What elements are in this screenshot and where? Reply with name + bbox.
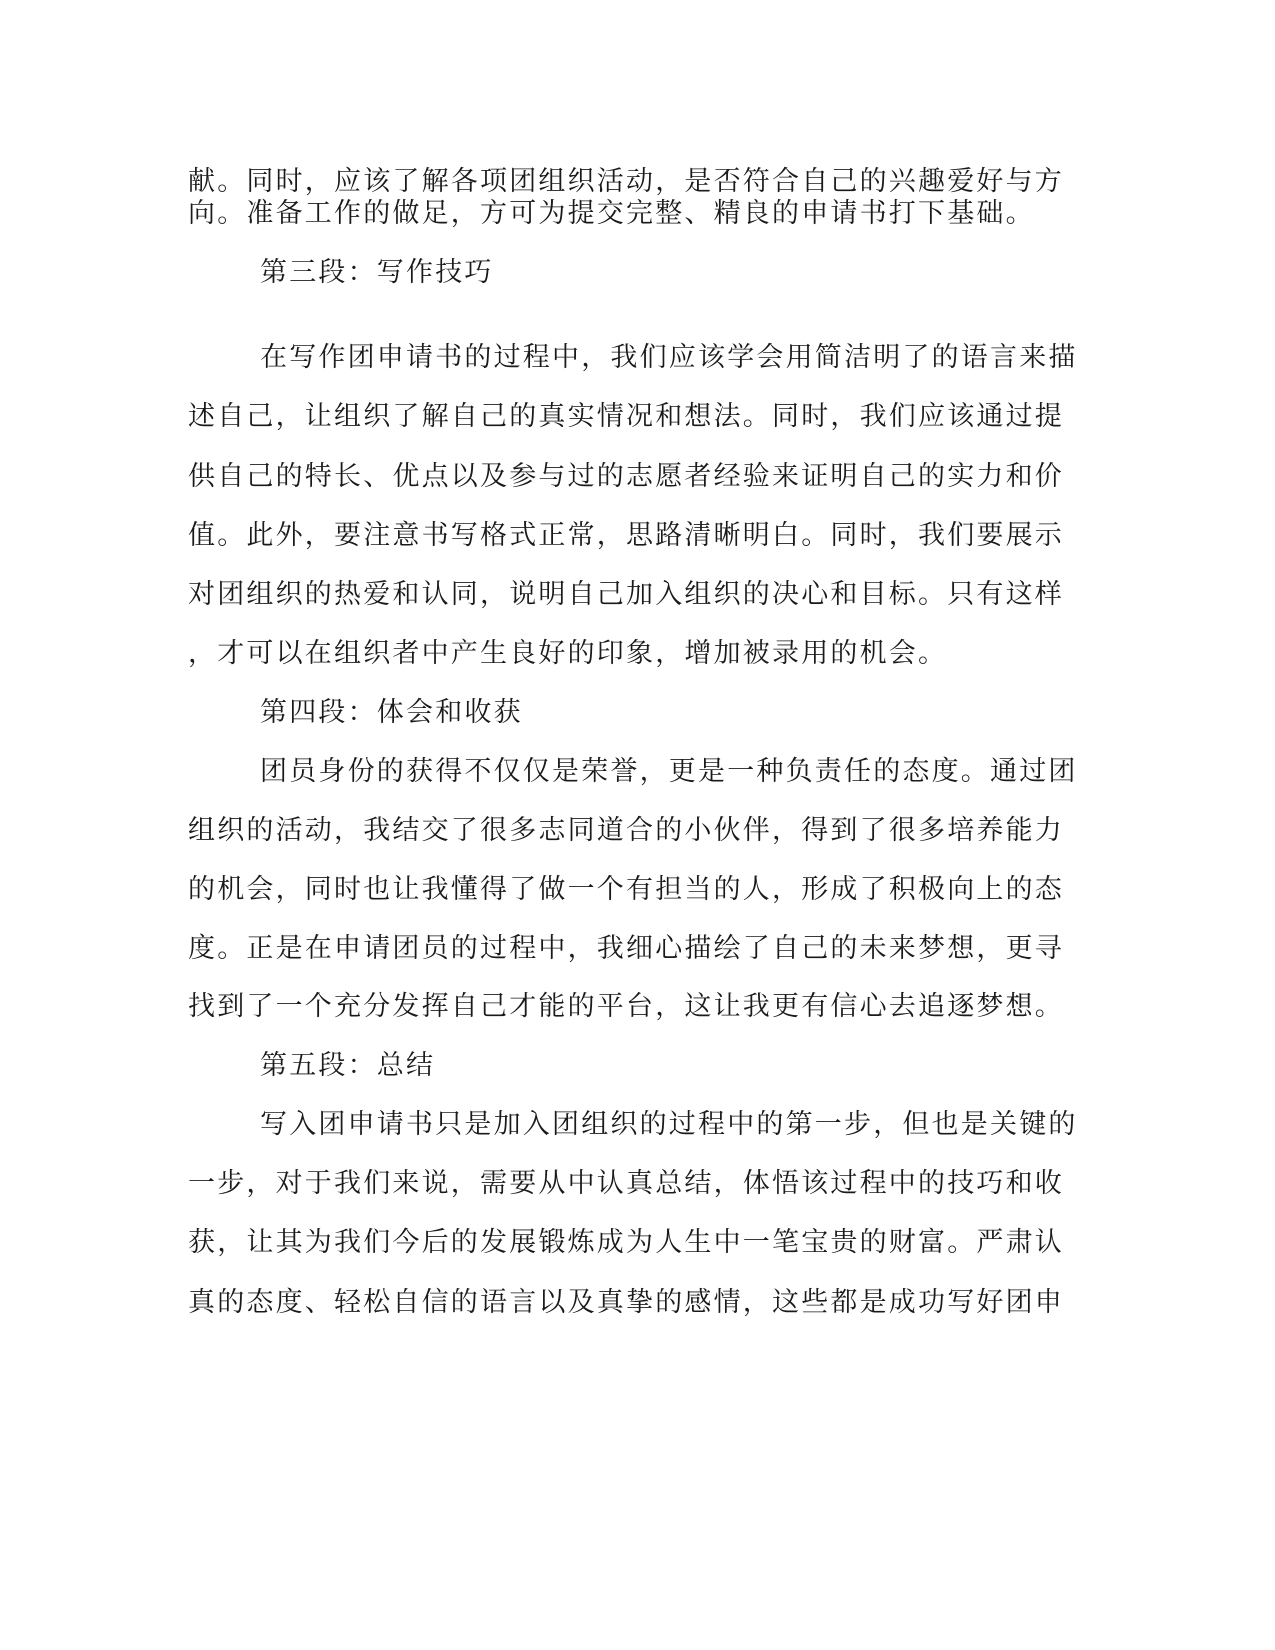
paragraph-line: 在写作团申请书的过程中，我们应该学会用简洁明了的语言来描 xyxy=(260,342,1078,373)
paragraph-line: 真的态度、轻松自信的语言以及真挚的感情，这些都是成功写好团申 xyxy=(188,1287,1064,1318)
section-heading: 第五段：总结 xyxy=(260,1050,436,1081)
paragraph-line: 一步，对于我们来说，需要从中认真总结，体悟该过程中的技巧和收 xyxy=(188,1168,1064,1199)
paragraph-line: 写入团申请书只是加入团组织的过程中的第一步，但也是关键的 xyxy=(260,1109,1078,1140)
paragraph-line: 的机会，同时也让我懂得了做一个有担当的人，形成了积极向上的态 xyxy=(188,874,1064,905)
paragraph-line: 度。正是在申请团员的过程中，我细心描绘了自己的未来梦想，更寻 xyxy=(188,933,1064,964)
paragraph-line: ，才可以在组织者中产生良好的印象，增加被录用的机会。 xyxy=(188,638,948,669)
paragraph-line: 值。此外，要注意书写格式正常，思路清晰明白。同时，我们要展示 xyxy=(188,520,1064,551)
paragraph-line: 供自己的特长、优点以及参与过的志愿者经验来证明自己的实力和价 xyxy=(188,461,1064,492)
paragraph-line: 向。准备工作的做足，方可为提交完整、精良的申请书打下基础。 xyxy=(188,198,1035,229)
section-heading: 第三段：写作技巧 xyxy=(260,257,494,288)
paragraph-line: 获，让其为我们今后的发展锻炼成为人生中一笔宝贵的财富。严肃认 xyxy=(188,1227,1064,1258)
section-heading: 第四段：体会和收获 xyxy=(260,697,523,728)
paragraph-line: 找到了一个充分发挥自己才能的平台，这让我更有信心去追逐梦想。 xyxy=(188,991,1064,1022)
paragraph-line: 组织的活动，我结交了很多志同道合的小伙伴，得到了很多培养能力 xyxy=(188,815,1064,846)
paragraph-line: 献。同时，应该了解各项团组织活动，是否符合自己的兴趣爱好与方 xyxy=(188,166,1064,197)
paragraph-line: 述自己，让组织了解自己的真实情况和想法。同时，我们应该通过提 xyxy=(188,401,1064,432)
paragraph-line: 对团组织的热爱和认同，说明自己加入组织的决心和目标。只有这样 xyxy=(188,579,1064,610)
paragraph-line: 团员身份的获得不仅仅是荣誉，更是一种负责任的态度。通过团 xyxy=(260,756,1078,787)
